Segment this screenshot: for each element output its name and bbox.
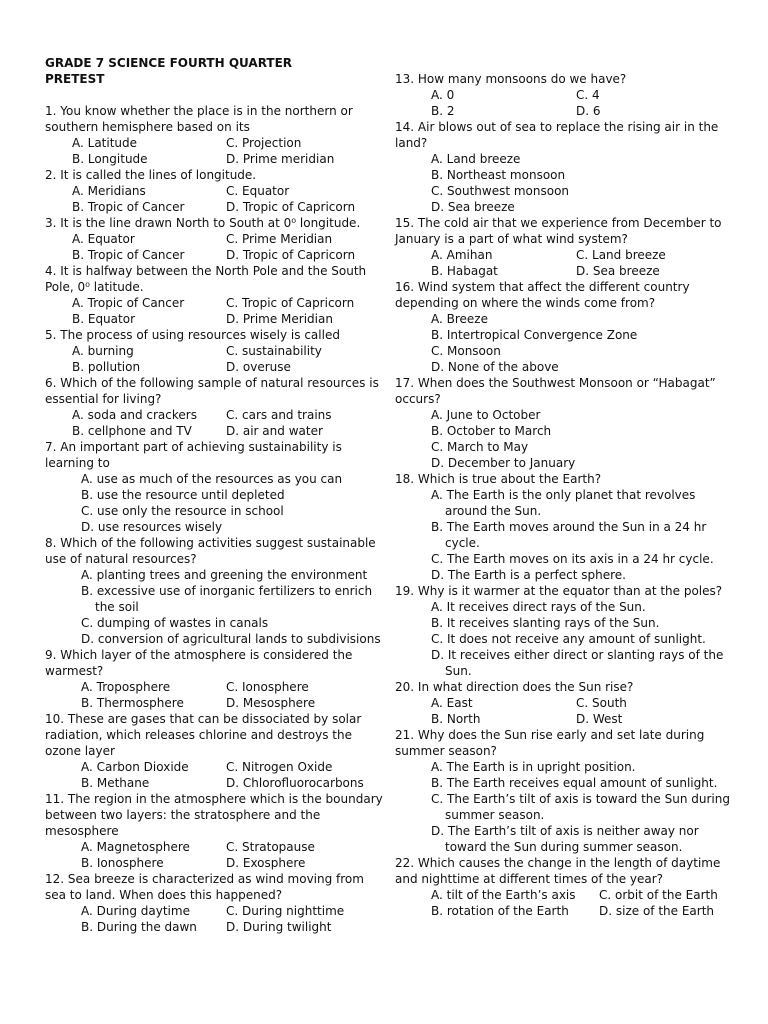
answer-options [395, 311, 735, 375]
question-block [395, 727, 735, 855]
question-text: 21. Why does the Sun rise early and set late during summer season? [395, 728, 705, 758]
right-questions [395, 71, 735, 919]
question-text: 22. Which causes the change in the length of daytime and nighttime at different times of the year? [395, 856, 721, 886]
question-block [45, 535, 385, 647]
answer-option: B. Intertropical Convergence Zone [431, 328, 638, 342]
question-block [395, 71, 735, 119]
answer-options [45, 231, 385, 263]
answer-option: D. None of the above [431, 360, 559, 374]
answer-option: C. Land breeze [576, 248, 666, 262]
answer-option: B. Equator [72, 312, 135, 326]
question-text: 15. The cold air that we experience from December to January is a part of what wind system? [395, 216, 722, 246]
answer-options [395, 407, 735, 471]
answer-options [395, 487, 735, 583]
answer-option: A. Latitude [72, 136, 138, 150]
question-block [45, 439, 385, 535]
answer-option: A. It receives direct rays of the Sun. [431, 600, 646, 614]
right-column [395, 71, 735, 919]
answer-option: C. During nighttime [226, 904, 345, 918]
question-block [45, 327, 385, 375]
answer-option: A. burning [72, 344, 134, 358]
answer-options [395, 599, 735, 679]
question-block [395, 119, 735, 215]
answer-option: A. During daytime [81, 904, 190, 918]
answer-option: D. Tropic of Capricorn [226, 200, 356, 214]
answer-options [45, 679, 385, 711]
answer-options [395, 759, 735, 855]
question-block [395, 471, 735, 583]
answer-options [395, 151, 735, 215]
question-block [395, 679, 735, 727]
answer-option: C. use only the resource in school [81, 504, 284, 518]
answer-option: A. June to October [431, 408, 541, 422]
answer-option: B. October to March [431, 424, 552, 438]
answer-option: B. Longitude [72, 152, 148, 166]
answer-option: C. It does not receive any amount of sunlight. [431, 632, 706, 646]
answer-option: C. Monsoon [431, 344, 501, 358]
answer-option: C. sustainability [226, 344, 322, 358]
answer-option: B. use the resource until depleted [81, 488, 285, 502]
answer-option: C. Ionosphere [226, 680, 309, 694]
question-text: 5. The process of using resources wisely is called [45, 328, 340, 342]
answer-option: B. North [431, 712, 481, 726]
answer-options [395, 247, 735, 279]
question-text: 17. When does the Southwest Monsoon or “Habagat” occurs? [395, 376, 716, 406]
answer-option: D. December to January [431, 456, 576, 470]
answer-option: A. Breeze [431, 312, 488, 326]
question-text: 8. Which of the following activities suggest sustainable use of natural resources? [45, 536, 376, 566]
answer-options [395, 695, 735, 727]
question-block [45, 711, 385, 791]
answer-option: B. Northeast monsoon [431, 168, 566, 182]
answer-option: B. Ionosphere [81, 856, 164, 870]
answer-options [45, 135, 385, 167]
answer-option: B. During the dawn [81, 920, 197, 934]
answer-options [45, 183, 385, 215]
left-questions [45, 103, 385, 935]
answer-option: D. 6 [576, 104, 601, 118]
question-block [45, 263, 385, 327]
answer-option: B. Tropic of Cancer [72, 248, 185, 262]
answer-option: A. planting trees and greening the environment [81, 568, 368, 582]
question-block [395, 279, 735, 375]
question-text: 11. The region in the atmosphere which is the boundary between two layers: the stratosphere and the mesosphere [45, 792, 383, 838]
answer-option: A. Equator [72, 232, 135, 246]
answer-option: C. Southwest monsoon [431, 184, 570, 198]
answer-option: C. The Earth’s tilt of axis is toward the Sun during summer season. [431, 792, 730, 822]
question-text: 6. Which of the following sample of natural resources is essential for living? [45, 376, 379, 406]
answer-options [45, 471, 385, 535]
answer-option: A. Meridians [72, 184, 146, 198]
answer-option: D. The Earth’s tilt of axis is neither away nor toward the Sun during summer season. [431, 824, 699, 854]
answer-option: A. 0 [431, 88, 455, 102]
answer-option: B. Thermosphere [81, 696, 184, 710]
answer-option: D. Tropic of Capricorn [226, 248, 356, 262]
answer-option: A. The Earth is in upright position. [431, 760, 636, 774]
question-text: 1. You know whether the place is in the northern or southern hemisphere based on its [45, 104, 353, 134]
answer-option: B. rotation of the Earth [431, 904, 569, 918]
answer-option: C. Equator [226, 184, 290, 198]
question-block [45, 647, 385, 711]
answer-option: B. Methane [81, 776, 150, 790]
answer-options [395, 87, 735, 119]
answer-option: D. size of the Earth [599, 904, 715, 918]
answer-option: C. dumping of wastes in canals [81, 616, 269, 630]
answer-option: D. Sea breeze [431, 200, 515, 214]
answer-option: A. use as much of the resources as you can [81, 472, 343, 486]
question-text: 12. Sea breeze is characterized as wind moving from sea to land. When does this happened? [45, 872, 364, 902]
answer-options [45, 903, 385, 935]
question-text: 14. Air blows out of sea to replace the rising air in the land? [395, 120, 719, 150]
answer-option: D. use resources wisely [81, 520, 223, 534]
answer-option: A. East [431, 696, 473, 710]
answer-option: A. Carbon Dioxide [81, 760, 189, 774]
answer-option: D. West [576, 712, 623, 726]
answer-option: A. Land breeze [431, 152, 521, 166]
answer-option: D. overuse [226, 360, 291, 374]
left-column [45, 55, 385, 935]
question-text: 19. Why is it warmer at the equator than at the poles? [395, 584, 723, 598]
answer-option: C. 4 [576, 88, 600, 102]
answer-options [45, 567, 385, 647]
question-text: 20. In what direction does the Sun rise? [395, 680, 634, 694]
answer-option: A. soda and crackers [72, 408, 197, 422]
answer-option: C. Stratopause [226, 840, 315, 854]
answer-option: A. tilt of the Earth’s axis [431, 888, 576, 902]
question-block [45, 103, 385, 167]
answer-option: A. Troposphere [81, 680, 171, 694]
answer-option: B. The Earth receives equal amount of sunlight. [431, 776, 718, 790]
question-text: 9. Which layer of the atmosphere is considered the warmest? [45, 648, 353, 678]
answer-option: B. Habagat [431, 264, 498, 278]
question-text: 4. It is halfway between the North Pole and the South Pole, 0⁰ latitude. [45, 264, 367, 294]
answer-option: C. Projection [226, 136, 302, 150]
answer-option: A. The Earth is the only planet that revolves around the Sun. [431, 488, 696, 518]
answer-options [45, 759, 385, 791]
answer-option: D. air and water [226, 424, 323, 438]
answer-option: D. The Earth is a perfect sphere. [431, 568, 626, 582]
answer-option: D. Prime Meridian [226, 312, 333, 326]
page-title: GRADE 7 SCIENCE FOURTH QUARTER [45, 56, 293, 70]
question-block [45, 215, 385, 263]
answer-option: C. South [576, 696, 627, 710]
answer-option: C. Prime Meridian [226, 232, 333, 246]
question-text: 16. Wind system that affect the different country depending on where the winds come from? [395, 280, 690, 310]
answer-option: D. Mesosphere [226, 696, 316, 710]
answer-options [45, 295, 385, 327]
answer-options [45, 839, 385, 871]
answer-option: D. Prime meridian [226, 152, 335, 166]
question-text: 10. These are gases that can be dissociated by solar radiation, which releases chlorine and destroys the ozone layer [45, 712, 362, 758]
answer-option: C. March to May [431, 440, 529, 454]
answer-option: C. cars and trains [226, 408, 332, 422]
question-block [45, 167, 385, 215]
answer-options [45, 343, 385, 375]
question-block [45, 791, 385, 871]
question-block [45, 375, 385, 439]
answer-option: B. The Earth moves around the Sun in a 24 hr cycle. [431, 520, 707, 550]
question-block [395, 215, 735, 279]
answer-option: B. pollution [72, 360, 141, 374]
answer-option: B. Tropic of Cancer [72, 200, 185, 214]
answer-option: D. It receives either direct or slanting rays of the Sun. [431, 648, 724, 678]
answer-option: D. During twilight [226, 920, 332, 934]
answer-option: B. 2 [431, 104, 455, 118]
answer-option: B. It receives slanting rays of the Sun. [431, 616, 660, 630]
answer-option: C. Nitrogen Oxide [226, 760, 333, 774]
question-text: 3. It is the line drawn North to South at 0⁰ longitude. [45, 216, 361, 230]
answer-option: D. Sea breeze [576, 264, 660, 278]
answer-option: A. Tropic of Cancer [72, 296, 185, 310]
answer-option: C. The Earth moves on its axis in a 24 hr cycle. [431, 552, 714, 566]
question-block [395, 855, 735, 919]
answer-option: C. orbit of the Earth [599, 888, 718, 902]
question-block [395, 583, 735, 679]
question-text: 18. Which is true about the Earth? [395, 472, 602, 486]
spacer [45, 87, 385, 103]
answer-option: D. Chlorofluorocarbons [226, 776, 364, 790]
answer-options [45, 407, 385, 439]
answer-option: A. Amihan [431, 248, 493, 262]
question-block [395, 375, 735, 471]
answer-option: C. Tropic of Capricorn [226, 296, 355, 310]
answer-option: A. Magnetosphere [81, 840, 190, 854]
answer-option: D. conversion of agricultural lands to subdivisions [81, 632, 381, 646]
answer-option: B. cellphone and TV [72, 424, 192, 438]
question-text: 13. How many monsoons do we have? [395, 72, 627, 86]
question-block [45, 871, 385, 935]
answer-option: D. Exosphere [226, 856, 306, 870]
question-text: 2. It is called the lines of longitude. [45, 168, 257, 182]
page-subtitle: PRETEST [45, 72, 105, 86]
answer-option: B. excessive use of inorganic fertilizers to enrich the soil [81, 584, 373, 614]
answer-options [395, 887, 735, 919]
question-text: 7. An important part of achieving sustainability is learning to [45, 440, 342, 470]
